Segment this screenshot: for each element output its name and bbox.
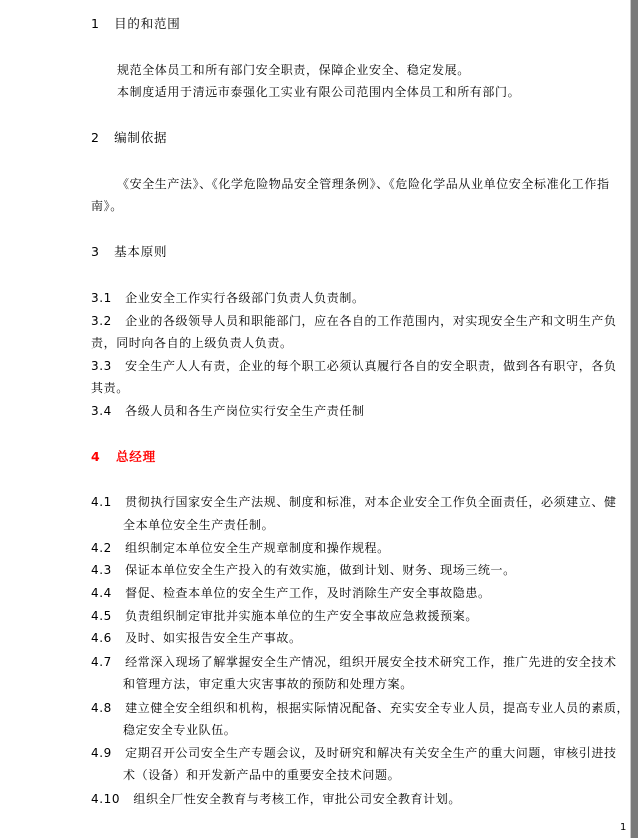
- page-edge-line: [630, 0, 631, 838]
- section-title: 基本原则: [114, 244, 168, 259]
- section-number: 4: [91, 449, 101, 464]
- s3-item-3: [91, 358, 617, 374]
- item-number: 4.7: [91, 655, 112, 669]
- item-number: 3.4: [91, 404, 112, 418]
- section-title: 目的和范围: [114, 16, 181, 31]
- s4-item-1: [91, 494, 617, 510]
- item-text: 经常深入现场了解掌握安全生产情况，组织开展安全技术研究工作，推广先进的安全技术: [125, 655, 617, 669]
- item-number: 4.3: [91, 563, 112, 577]
- item-text: 建立健全安全组织和机构，根据实际情况配备、充实安全专业人员，提高专业人员的素质，: [125, 701, 630, 715]
- section-4-heading: [91, 449, 156, 465]
- item-text: 贯彻执行国家安全生产法规、制度和标准，对本企业安全工作负全面责任，必须建立、健: [125, 495, 617, 509]
- s4-item-5: [91, 608, 478, 624]
- item-number: 4.5: [91, 609, 112, 623]
- item-text: 定期召开公司安全生产专题会议，及时研究和解决有关安全生产的重大问题，审核引进技: [125, 746, 617, 760]
- section-3-heading: [91, 244, 167, 260]
- s2-paragraph-line-2: 南》。: [91, 199, 123, 213]
- item-text: 企业的各级领导人员和职能部门，应在各自的工作范围内，对实现安全生产和文明生产负: [125, 314, 617, 328]
- s4-item-10: [91, 791, 461, 807]
- s4-item-8: [91, 700, 629, 716]
- section-number: 1: [91, 16, 100, 31]
- item-text: 组织制定本单位安全生产规章制度和操作规程。: [125, 541, 390, 555]
- s3-item-3-cont: 其责。: [91, 381, 129, 395]
- item-text: 督促、检查本单位的安全生产工作，及时消除生产安全事故隐患。: [125, 586, 491, 600]
- s1-paragraph-1: 规范全体员工和所有部门安全职责，保障企业安全、稳定发展。: [117, 63, 470, 77]
- s4-item-1-cont: 全本单位安全生产责任制。: [123, 518, 275, 532]
- s4-item-2: [91, 540, 390, 556]
- item-number: 4.2: [91, 541, 112, 555]
- s4-item-9-cont: 术（设备）和开发新产品中的重要安全技术问题。: [123, 768, 401, 782]
- s4-item-6: [91, 630, 302, 646]
- item-number: 4.10: [91, 792, 121, 806]
- item-text: 及时、如实报告安全生产事故。: [125, 631, 302, 645]
- s1-paragraph-2: 本制度适用于清远市泰强化工实业有限公司范围内全体员工和所有部门。: [117, 85, 521, 99]
- s3-item-2-cont: 责，同时向各自的上级负责人负责。: [91, 336, 293, 350]
- page-number: 1: [620, 822, 627, 833]
- item-number: 4.9: [91, 746, 112, 760]
- item-text: 企业安全工作实行各级部门负责人负责制。: [125, 291, 365, 305]
- section-number: 3: [91, 244, 100, 259]
- item-text: 组织全厂性安全教育与考核工作，审批公司安全教育计划。: [133, 792, 461, 806]
- section-1-heading: [91, 16, 181, 32]
- section-number: 2: [91, 130, 100, 145]
- item-text: 负责组织制定审批并实施本单位的生产安全事故应急救援预案。: [125, 609, 478, 623]
- s2-paragraph-line-1: 《安全生产法》、《化学危险物品安全管理条例》、《危险化学品从业单位安全标准化工作指: [117, 177, 610, 191]
- item-number: 3.3: [91, 359, 112, 373]
- item-text: 各级人员和各生产岗位实行安全生产责任制: [125, 404, 365, 418]
- s4-item-8-cont: 稳定安全专业队伍。: [123, 723, 237, 737]
- s3-item-1: [91, 290, 365, 306]
- s4-item-4: [91, 585, 491, 601]
- page-edge-shadow: [630, 0, 638, 838]
- s4-item-7: [91, 654, 617, 670]
- s4-item-9: [91, 745, 617, 761]
- s3-item-4: [91, 403, 365, 419]
- item-number: 4.8: [91, 701, 112, 715]
- s3-item-2: [91, 313, 617, 329]
- s4-item-3: [91, 562, 516, 578]
- item-number: 4.1: [91, 495, 112, 509]
- section-2-heading: [91, 130, 167, 146]
- s4-item-7-cont: 和管理方法，审定重大灾害事故的预防和处理方案。: [123, 677, 413, 691]
- section-title: 总经理: [115, 449, 156, 464]
- item-text: 保证本单位安全生产投入的有效实施，做到计划、财务、现场三统一。: [125, 563, 516, 577]
- item-number: 4.6: [91, 631, 112, 645]
- item-number: 3.1: [91, 291, 112, 305]
- item-text: 安全生产人人有责，企业的每个职工必须认真履行各自的安全职责，做到各有职守，各负: [125, 359, 617, 373]
- item-number: 3.2: [91, 314, 112, 328]
- item-number: 4.4: [91, 586, 112, 600]
- section-title: 编制依据: [114, 130, 168, 145]
